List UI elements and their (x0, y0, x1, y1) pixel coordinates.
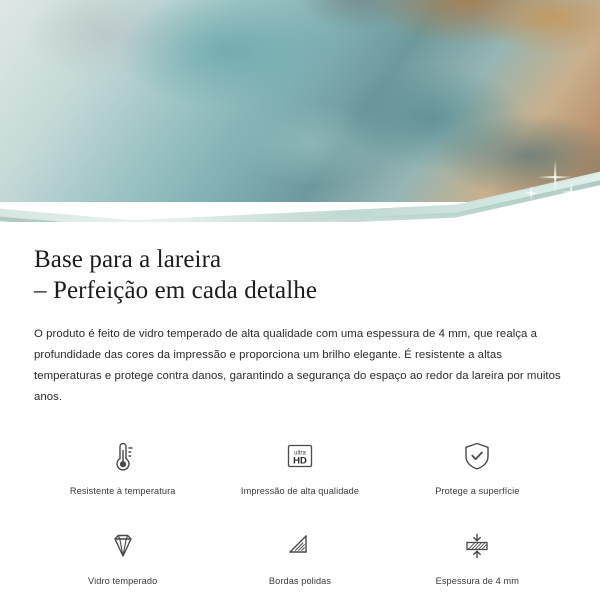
thickness-arrows-icon (456, 524, 498, 568)
headline-line-2: – Perfeição em cada detalhe (34, 277, 318, 304)
svg-text:HD: HD (293, 455, 307, 467)
shield-check-icon (456, 434, 498, 478)
content-area (0, 244, 600, 600)
feature-item-temperature (34, 434, 211, 520)
feature-item-print-quality (211, 434, 388, 520)
marble-artwork (0, 0, 600, 202)
feature-label: Vidro temperado (88, 576, 158, 586)
page-title (34, 244, 566, 306)
description-paragraph: O produto é feito de vidro temperado de alta qualidade com uma espessura de 4 mm, que realça a profundidade das cores da impressão e proporciona um brilho elegante. É resistente a altas temperaturas e protege contra danos, garantindo a segurança do espaço ao redor da lareira por muitos anos. (34, 328, 561, 403)
polished-edges-icon (279, 524, 321, 568)
feature-item-tempered-glass (34, 524, 211, 600)
thermometer-icon (103, 434, 143, 478)
feature-label: Bordas polidas (268, 576, 332, 586)
feature-label: Espessura de 4 mm (435, 576, 520, 586)
feature-item-surface-protection (389, 434, 566, 520)
diamond-icon (102, 524, 144, 568)
feature-item-thickness (389, 524, 566, 600)
feature-label: Impressão de alta qualidade (240, 486, 360, 496)
feature-item-polished-edges (211, 524, 388, 600)
svg-text:ultra: ultra (294, 450, 306, 457)
ultra-hd-icon (279, 434, 321, 478)
hero-image (0, 0, 600, 222)
glass-panel-surface (0, 0, 600, 222)
feature-label: Protege a superfície (435, 486, 520, 496)
feature-label: Resistente à temperatura (69, 486, 176, 496)
feature-grid (34, 434, 566, 600)
headline-line-1: Base para a lareira (34, 246, 222, 273)
